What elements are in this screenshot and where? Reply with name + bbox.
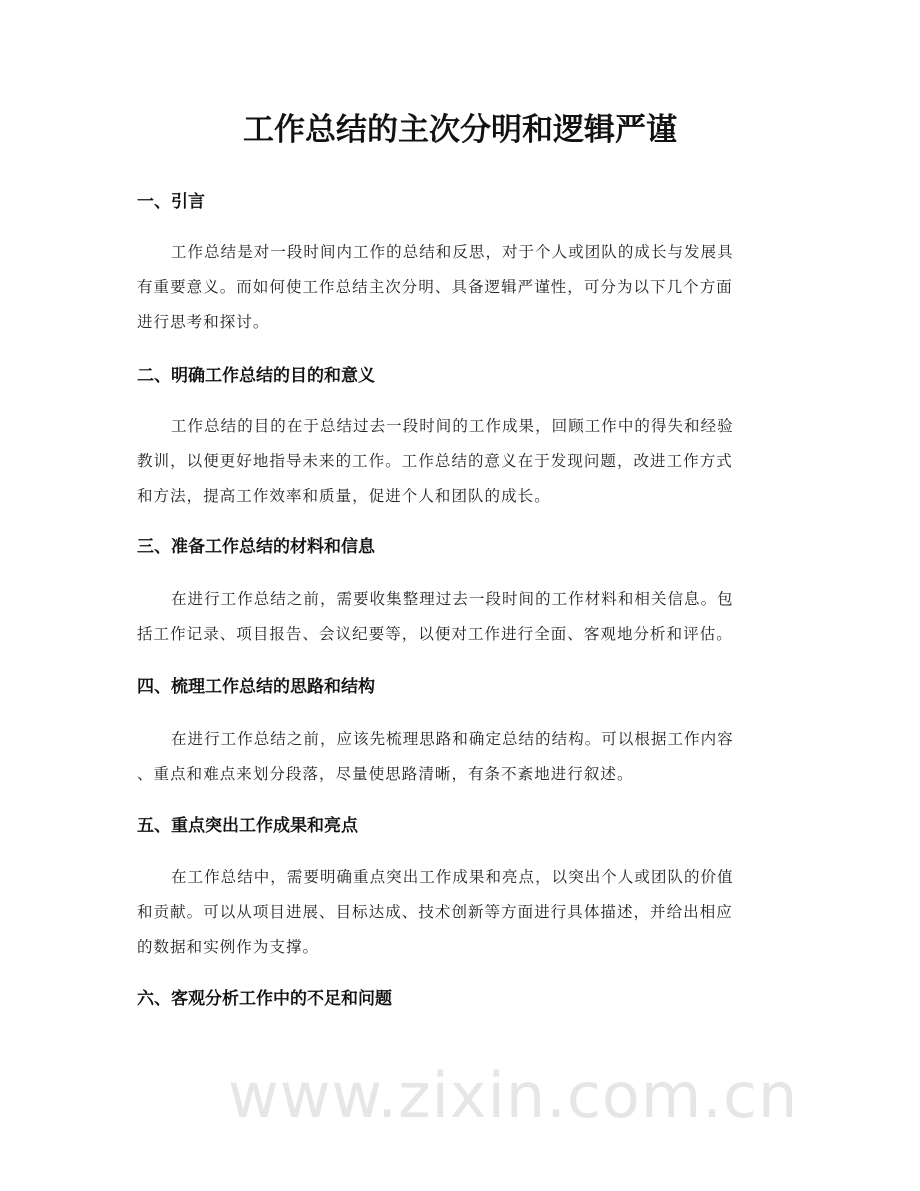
document-title: 工作总结的主次分明和逻辑严谨 <box>243 112 677 148</box>
paragraph-line: 在工作总结中，需要明确重点突出工作成果和亮点，以突出个人或团队的价值 <box>171 868 734 886</box>
watermark: www.zixin.com.cn <box>228 1059 799 1132</box>
paragraph-line: 括工作记录、项目报告、会议纪要等，以便对工作进行全面、客观地分析和评估。 <box>137 625 733 643</box>
section-heading: 五、重点突出工作成果和亮点 <box>137 816 358 836</box>
paragraph-line: 在进行工作总结之前，需要收集整理过去一段时间的工作材料和相关信息。包 <box>171 590 734 608</box>
paragraph-line: 的数据和实例作为支撑。 <box>137 938 320 956</box>
paragraph-line: 在进行工作总结之前，应该先梳理思路和确定总结的结构。可以根据工作内容 <box>171 730 734 748</box>
section-heading: 六、客观分析工作中的不足和问题 <box>137 989 392 1009</box>
section-heading: 一、引言 <box>137 192 205 212</box>
section-paragraph <box>137 860 797 965</box>
paragraph-line: 和贡献。可以从项目进展、目标达成、技术创新等方面进行具体描述，并给出相应 <box>137 903 733 921</box>
paragraph-line: 工作总结是对一段时间内工作的总结和反思，对于个人或团队的成长与发展具 <box>171 243 734 261</box>
section-paragraph <box>137 235 797 340</box>
section-paragraph <box>137 582 797 652</box>
paragraph-line: 和方法，提高工作效率和质量，促进个人和团队的成长。 <box>137 487 551 505</box>
section-heading: 三、准备工作总结的材料和信息 <box>137 537 375 557</box>
paragraph-line: 教训，以便更好地指导未来的工作。工作总结的意义在于发现问题，改进工作方式 <box>137 452 733 470</box>
paragraph-line: 工作总结的目的在于总结过去一段时间的工作成果，回顾工作中的得失和经验 <box>171 417 734 435</box>
section-heading: 二、明确工作总结的目的和意义 <box>137 366 375 386</box>
paragraph-line: 、重点和难点来划分段落，尽量使思路清晰，有条不紊地进行叙述。 <box>137 765 634 783</box>
section-heading: 四、梳理工作总结的思路和结构 <box>137 677 375 697</box>
paragraph-line: 进行思考和探讨。 <box>137 313 270 331</box>
section-paragraph <box>137 722 797 792</box>
paragraph-line: 有重要意义。而如何使工作总结主次分明、具备逻辑严谨性，可分为以下几个方面 <box>137 278 733 296</box>
section-paragraph <box>137 409 797 514</box>
